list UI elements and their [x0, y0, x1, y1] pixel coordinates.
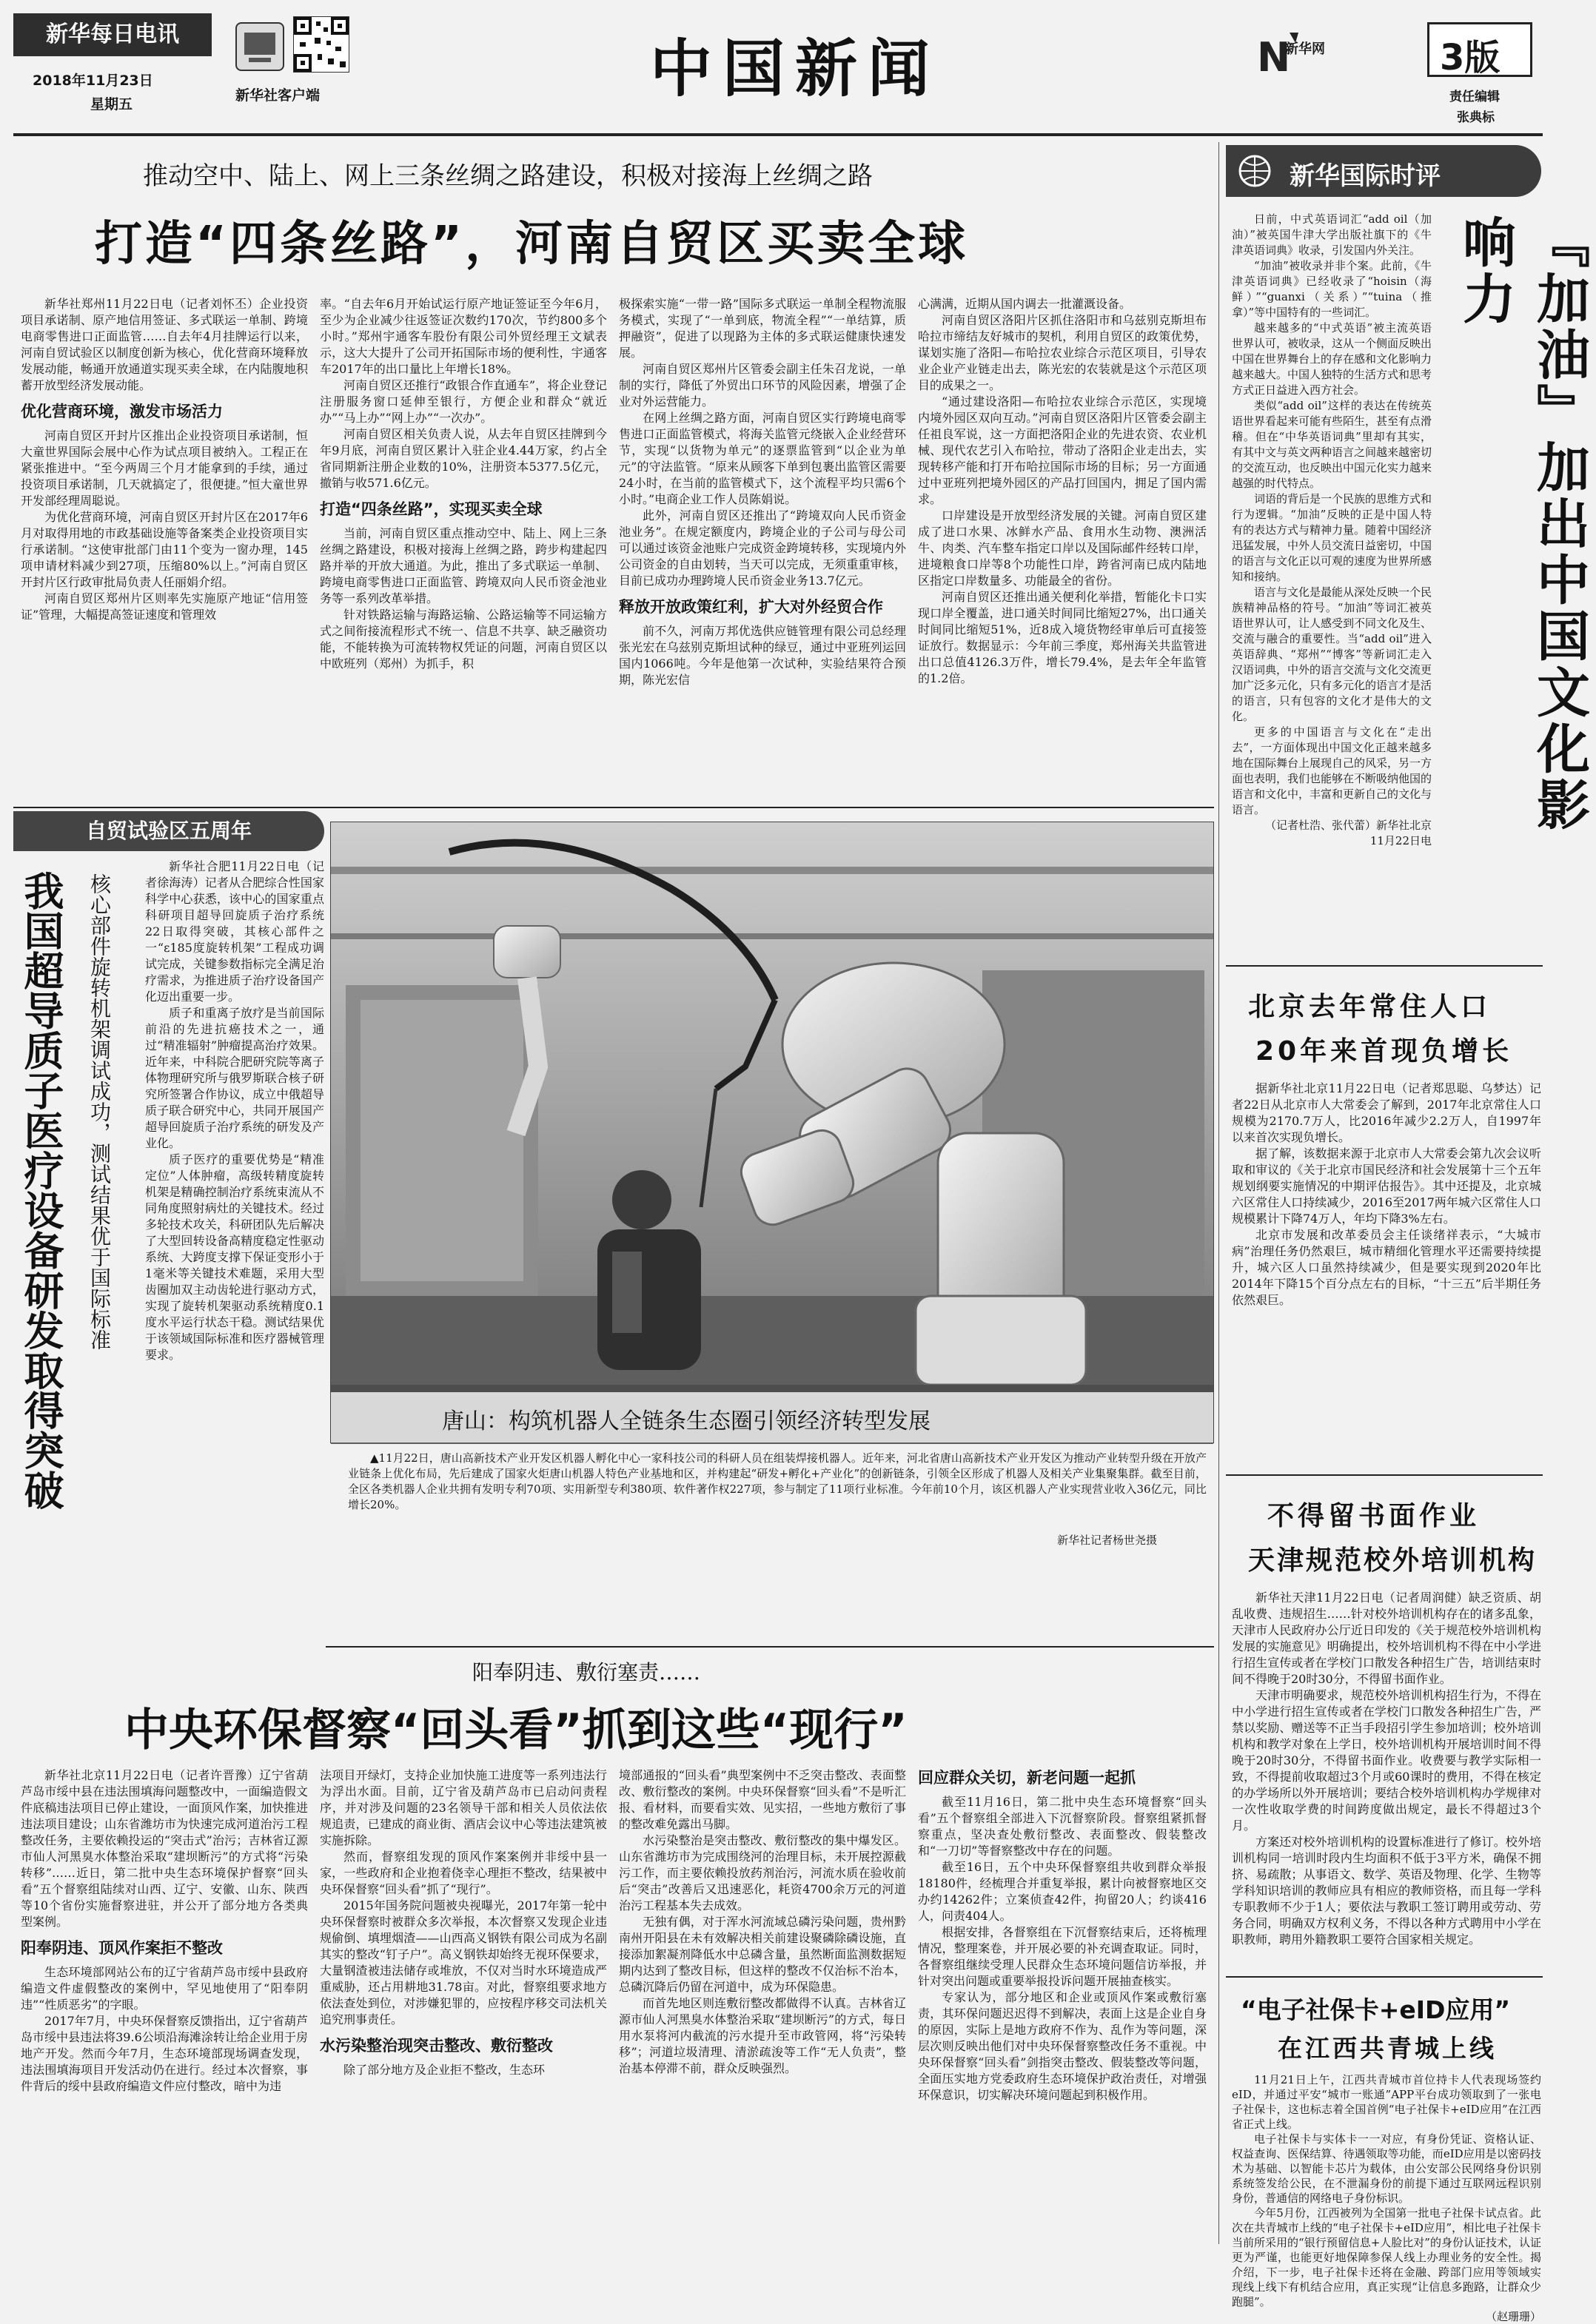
inspection-col-1: [21, 1767, 308, 2246]
main-col-4: [918, 296, 1207, 807]
superconductor-subtitle: 核心部件旋转机架调试成功，测试结果优于国际标准: [87, 873, 112, 1350]
main-kicker: 推动空中、陆上、网上三条丝绸之路建设，积极对接海上丝绸之路: [143, 161, 873, 191]
main-col1-p1: 新华社郑州11月22日电（记者刘怀丕）企业投资项目承诺制、原产地信用签证、多式联运一单制、跨境电商零售进口正面监管……自去年4月挂牌运行以来，河南自贸试验区以制度创新为核心，优化营商环境释放发展动能，畅通开放通道实现买卖全球，在内陆腹地积蓄开放型经济发展动能。: [21, 297, 308, 392]
left-block-top-rule: [13, 807, 1214, 808]
superconductor-p1: 新华社合肥11月22日电（记者徐海涛）记者从合肥综合性国家科学中心获悉，该中心的国家重点科研项目超导回旋质子治疗系统22日取得突破，其核心部件之一“ε185度旋转机架”工程成功调试完成，关键参数指标完全满足治疗需求，为推进质子治疗设备国产化迈出重要一步。: [145, 859, 324, 1004]
news-logo-text: 新华网: [1285, 41, 1325, 57]
issue-date: 2018年11月23日: [33, 73, 153, 89]
main-col-2: [320, 296, 607, 807]
commentary-p7: 更多的中国语言与文化在“走出去”，一方面体现出中国文化正越来越多地在国际舞台上展现自己的风采，另一方面也表明，我们也能够在不断吸纳他国的语言和文化中，丰富和更新自己的文化与语言。: [1232, 725, 1432, 816]
socialcard-p2: 电子社保卡与实体卡一一对应，有身份凭证、资格认证、权益查询、医保结算、待遇领取等功能，而eID应用是以密码技术为基础、以智能卡芯片为载体，由公安部公民网络身份识别系统签发给公民，在不泄漏身份的前提下通过互联网远程识别身份，普通信的网络电子身份标识。: [1232, 2132, 1541, 2205]
inspection-col2-p2: 然而，督察组发现的顶风作案案例并非绥中县一家，一些政府和企业抱着侥幸心理拒不整改，结果被中央环保督察“回头看”抓了“现行”。: [320, 1850, 607, 1896]
photo-caption-text: [348, 1451, 1207, 1529]
inspection-col4-p2: 截至16日，五个中央环保督察组共收到群众举报18180件，经梳理合并重复举报，累计向被督察地区交办约14262件；立案侦查42件，拘留20人；约谈416人，问责404人。: [918, 1860, 1207, 1923]
superconductor-article: [13, 811, 324, 1648]
inspection-col3-p4: 而首先地区则连敷衍整改都做得不认真。吉林省辽源市仙人河黑臭水体整治采取“建坝断污”的方式，每日用水泵将河内截流的污水提升至市政管网，将“污染转移”；河道垃圾清理、清淤疏浚等工作“无人负责”，整治基本停滞不前，群众反映强烈。: [619, 1996, 906, 2075]
page-number-box: [1427, 22, 1532, 77]
editor-label: 责任编辑: [1449, 90, 1500, 104]
socialcard-p4: （赵珊珊）: [1485, 2310, 1541, 2323]
main-col-1: [21, 296, 308, 807]
tianjin-p3: 方案还对校外培训机构的设置标准进行了修订。校外培训机构同一培训时段内生均面积不低于3平方米，确保不拥挤、易疏散；从事语文、数学、英语及物理、化学、生物等学科知识培训的教师应具有相应的教师资格，而且每一学科专职教师不少于1人；要依法与教职工签订聘用或劳动、劳务合同，明确双方权利义务，不得以各种方式聘用中小学在职教师，聘用外籍教职工要符合国家相关规定。: [1232, 1835, 1541, 1947]
superconductor-p3: 质子医疗的重要优势是“精准定位”人体肿瘤，高级转精度旋转机架是精确控制治疗系统束流从不同角度照射病灶的关键技术。经过多轮技术攻关，科研团队先后解决了大型回转设备高精度稳定性驱动系统、大跨度支撑下保证变形小于1毫米等关键技术难题，采用大型齿圈加双主动齿轮进行驱动方式，实现了旋转机架驱动系统精度0.1度水平运行状态干稳。测试结果优于该领域国际标准和医疗器械管理要求。: [145, 1152, 324, 1362]
inspection-col-2: [320, 1767, 607, 2246]
robot-photo: [330, 822, 1214, 1443]
inspection-headline: 中央环保督察“回头看”抓到这些“现行”: [124, 1705, 908, 1756]
commentary-p4: 类似“add oil”这样的表达在传统英语世界看起来可能有些陌生，甚至有点滑稽。但在“中华英语词典”里却有其实，有其中文与英文两种语言之间越来越密切的交流互动，也反映出中国元化实力越来越强的时代特点。: [1232, 399, 1432, 490]
inspection-subhead-2: 水污染整治现突击整改、敷衍整改: [320, 2037, 553, 2055]
commentary-p5: 词语的背后是一个民族的思维方式和行为逻辑。“加油”反映的正是中国人特有的表达方式与精神力量。随着中国经济迅猛发展，中外人员交流日益密切，中国的语言与文化正以可观的速度为世界所感知和接纳。: [1232, 492, 1432, 583]
editor-name: 张典标: [1457, 110, 1495, 125]
ftz-badge: [13, 811, 324, 851]
inspection-col1-p1: 新华社北京11月22日电（记者许晋豫）辽宁省葫芦岛市绥中县在违法围填海问题整改中，一面编造假文件底稿违法项目已停止建设，一面顶风作案，加快推进违法项目建设；山东省潍坊市为快速完成河道治污工程整改任务，主要依赖投运的“突击式”治污；吉林省辽源市仙人河黑臭水体整治采取“建坝断污”的方式将“污染转移”……近日，第二批中央生态环境保护督察“回头看”五个督察组陆续对山西、辽宁、安徽、山东、陕西等10个省份实施督察进驻，并公开了部分地方各类典型案例。: [21, 1768, 308, 1929]
right-column-divider: [1218, 142, 1219, 2244]
main-col2-p4: 当前，河南自贸区重点推动空中、陆上、网上三条丝绸之路建设，积极对接海上丝绸之路，跨步构建起四路并举的开放大通道。为此，推出了多式联运一单制、跨境电商零售进口正面监管、跨境双向人民币资金池业务等一系列改革举措。: [320, 526, 607, 605]
beijing-body: [1232, 1081, 1541, 1465]
socialcard-p3: 今年5月份，江西被列为全国第一批电子社保卡试点省。此次在共青城市上线的“电子社保卡+eID应用”，相比电子社保卡当前所采用的“银行预留信息+人脸比对”的身份认证技术，认证更为严谨，也能更好地保障参保人线上办理业务的安全性。揭介绍，下一步，电子社保卡还将在金融、跨部门应用等领域实现线上线下有机结合应用，真正实现“让信息多跑路，让群众少跑腿”。: [1232, 2206, 1541, 2308]
main-col3-p5: 前不久，河南万邦优选供应链管理有限公司总经理张光宏在乌兹别克斯坦试种的绿豆，通过中亚班列运回国内1066吨。今年是他第一次试种，实验结果符合预期，陈光宏信: [619, 624, 906, 687]
commentary-p6: 语言与文化是最能从深处反映一个民族精神品格的符号。“加油”等词汇被英语世界认可，让人感受到不同文化及生、交流与融合的重要性。当“add oil”进入英语辞典、“郑州”“博客”等新词汇走入汉语词典，中外的语言交流与文化交流更加广泛多元化，只有多元化的语言才是活的语言，只有包容的文化才是伟大的文化。: [1232, 585, 1432, 723]
photo-credit: 新华社记者杨世尧摄: [1057, 1534, 1158, 1547]
main-col2-p3: 河南自贸区相关负责人说，从去年自贸区挂牌到今年9月底，河南自贸区累计入驻企业4.44万家，约占全省同期新注册企业数的10%，注册资本5377.5亿元，撤销与收571.6亿元。: [320, 427, 607, 490]
inspection-col1-p3: 2017年7月，中央环保督察反馈指出，辽宁省葫芦岛市绥中县违法将39.6公顷沿海滩涂转让给企业用于房地产开发。然而今年7月，生态环境部现场调查发现，违法围填海项目开发活动仍在进行。经过本次督察，事件背后的绥中县政府编造文件应付整改，暗中为违: [21, 2014, 308, 2093]
issue-weekday: 星期五: [90, 96, 133, 112]
agency-label: 新华每日电讯: [46, 21, 179, 47]
socialcard-headline-1: “电子社保卡+eID应用”: [1241, 1995, 1511, 2024]
beijing-article: [1226, 971, 1543, 1474]
beijing-p2: 据了解，该数据来源于北京市人大常委会第九次会议听取和审议的《关于北京市国民经济和社会发展第十三个五年规划纲要实施情况的中期评估报告》。其中还提及，北京城六区常住人口持续减少，2016至2017两年城六区常住人口规模累计下降74万人，年均下降3%左右。: [1232, 1146, 1541, 1226]
inspection-col2-p1: 法项目开绿灯，支持企业加快施工进度等一系列违法行为浮出水面。目前，辽宁省及葫芦岛市已启动问责程序，并对涉及问题的23名领导干部和相关人员依法依规追责，已建成的商业街、酒店会议中心等违法建筑被实施拆除。: [320, 1768, 607, 1847]
main-col2-p2: 河南自贸区还推行“政银合作直通车”，将企业登记注册服务窗口延伸至银行，方便企业和群众“就近办”“马上办”“网上办”“一次办”。: [320, 378, 607, 425]
agency-label-box: [13, 13, 212, 56]
main-col3-p4: 此外，河南自贸区还推出了“跨境双向人民币资金池业务”。在规定额度内，跨境企业的子公司与母公司可以通过该资金池账户完成资金跨境转移，实现境内外公司资金的自由划转，当天可以完成，无须重重审核，目前已成功办理跨境人民币资金业务13.7亿元。: [619, 508, 906, 588]
client-label: 新华社客户端: [235, 87, 321, 104]
inspection-col-4: [918, 1767, 1207, 2246]
inspection-kicker: 阳奉阴违、敷衍塞责……: [472, 1660, 701, 1685]
commentary: [1226, 141, 1590, 962]
commentary-badge: [1226, 145, 1541, 197]
main-subhead-3: 释放开放政策红利，扩大对外经贸合作: [619, 598, 883, 616]
beijing-headline-2: 20年来首现负增长: [1255, 1036, 1513, 1067]
xinhua-app-icon: [235, 22, 284, 71]
main-headline: 打造“四条丝路”，河南自贸区买卖全球: [95, 217, 969, 272]
superconductor-p2: 质子和重离子放疗是当前国际前沿的先进抗癌技术之一，通过“精准辐射”肿瘤提高治疗效果。近年来，中科院合肥研究院等离子体物理研究所与俄罗斯联合核子研究所签署合作协议，成立中俄超导质子联合研究中心，共同开展国产超导回旋质子治疗系统的研发及产业化。: [145, 1006, 324, 1150]
inspection-col3-p1: 境部通报的“回头看”典型案例中不乏突击整改、表面整改、敷衍整改的案例。中央环保督察“回头看”不是听汇报、看材料，而要看实效、见实招，一些地方敷衍了事的整改难免露出马脚。: [619, 1768, 906, 1831]
main-col4-p2: 河南自贸区洛阳片区抓住洛阳市和乌兹别克斯坦布哈拉市缔结友好城市的契机，利用自贸区的政策优势，谋划实施了洛阳—布哈拉农业综合示范区项目，引导农业企业产业链走出去，陈光宏的农装就是这个示范区项目的成果之一。: [918, 313, 1207, 392]
commentary-p3: 越来越多的“中式英语”被主流英语世界认可，被收录，这从一个侧面反映出中国在世界舞台上的存在感和文化影响力越来越大。中国人独特的生活方式和思考方式正日益进入西方社会。: [1232, 321, 1432, 397]
photo-caption-body: ▲11月22日，唐山高新技术产业开发区机器人孵化中心一家科技公司的科研人员在组装焊接机器人。近年来，河北省唐山高新技术产业开发区为推动产业转型升级在开放产业链条上优化布局，先后建成了国家火炬唐山机器人特色产业基地和区，并构建起“研发+孵化+产业化”的创新链条，引领全区形成了机器人及相关产业集聚集群。截至目前，全区各类机器人企业共拥有发明专利70项、实用新型专利380项、软件著作权227项，参与制定了11项行业标准。今年前10个月，该区机器人产业实现营业收入36亿元，同比增长20%。: [348, 1451, 1207, 1511]
socialcard-top-rule: [1226, 1976, 1543, 1978]
photo-caption-title: 唐山：构筑机器人全链条生态圈引领经济转型发展: [442, 1408, 931, 1434]
inspection-subhead-4: 回应群众关切，新老问题一起抓: [918, 1769, 1136, 1787]
main-col3-p2: 河南自贸区郑州片区管委会副主任朱召龙说，一单制的实行，降低了外贸出口环节的风险因素，增强了企业对外运营能力。: [619, 362, 906, 409]
section-title: 中国新闻: [650, 33, 941, 105]
beijing-top-rule: [1226, 965, 1543, 967]
news-logo: [1254, 25, 1328, 92]
beijing-p3: 北京市发展和改革委员会主任谈绪祥表示，“大城市病”治理任务仍然艰巨，城市精细化管理水平还需要持续提升，城六区人口虽然持续减少，但是要实现到2020年比2014年下降15个百分点左右的目标，“十三五”后半期任务依然艰巨。: [1232, 1228, 1541, 1307]
inspection-top-rule: [326, 1646, 1214, 1648]
masthead-rule: [13, 133, 1543, 136]
commentary-badge-text: 新华国际时评: [1290, 161, 1441, 191]
inspection-col3-p3: 无独有偶，对于浑水河流域总磷污染问题，贵州黔南州开阳县在未有效解决相关前建设聚磷除磷设施，直接添加絮凝剂降低水中总磷含量，虽然断面监测数据短期内达到了整改目标，但这样的整改不仅治标不治本，总磷沉降后仍留在河道中，成为环保隐患。: [619, 1915, 906, 1994]
main-col2-p1: 率。“自去年6月开始试运行原产地证签证至今年6月，至少为企业减少往返签证次数约170次，节约800多个小时。”郑州宇通客车股份有限公司外贸经理王文斌表示，这大大提升了公司开拓国际市场的便利性，宇通客车2017年的出口量比上年增长18%。: [320, 297, 607, 376]
beijing-p1: 据新华社北京11月22日电（记者郑思聪、乌梦达）记者22日从北京市人大常委会了解到，2017年北京常住人口规模为2170.7万人，比2016年减少2.2万人，自1997年以来首次实现负增长。: [1232, 1081, 1541, 1144]
inspection-col2-p3: 2015年国务院问题被央视曝光，2017年第一轮中央环保督察时被群众多次举报，本次督察又发现企业违规偷倒、填埋烟渣——山西高义钢铁有限公司成为名副其实的整改“钉子户”。高义钢铁却始终无视环保要求，大量钢渣被违法储存或堆放，不仅对当时水环境造成严重威胁，还占用耕地31.78亩。对此，督察组要求地方依法查处到位，对涉嫌犯罪的，应按程序移交司法机关追究刑事责任。: [320, 1898, 607, 2026]
inspection-article: [13, 1649, 1214, 2247]
main-col4-p5: 河南自贸区还推出通关便利化举措，暂能化卡口实现口岸全覆盖，进口通关时间同比缩短27%，出口通关时间同比缩短51%，近8成入境货物经审单后可直接签证放行。数据显示：今年前三季度，郑州海关共监管进出口总值4126.3万件，增长79.4%，是去年全年监管的1.2倍。: [918, 590, 1207, 685]
main-col4-p1: 心满满，近期从国内调去一批灌溉设备。: [918, 297, 1132, 311]
globe-icon: [1238, 154, 1272, 188]
tianjin-headline-2: 天津规范校外培训机构: [1248, 1545, 1538, 1576]
commentary-p8: （记者杜浩、张代蕾）新华社北京11月22日电: [1264, 819, 1432, 847]
socialcard-body: [1232, 2072, 1541, 2323]
main-col1-p3: 为优化营商环境，河南自贸区开封片区在2017年6月对取得用地的市政基础设施等备案类企业投资项目实行承诺制。“这使审批部门由11个变为一窗办理，145项申请材料减少到27项，压缩80%以上。”河南自贸区开封片区行政审批局负责人任丽娟介绍。: [21, 510, 308, 589]
ftz-badge-text: 自贸试验区五周年: [85, 819, 252, 843]
commentary-body: [1232, 212, 1432, 959]
socialcard-headline-2: 在江西共青城上线: [1278, 2034, 1497, 2063]
beijing-headline-1: 北京去年常住人口: [1248, 992, 1492, 1022]
commentary-p1: 日前，中式英语词汇“add oil（加油）”被英国牛津大学出版社旗下的《牛津英语词典》收录，引发国内外关注。: [1232, 212, 1432, 257]
main-subhead-2: 打造“四条丝路”，实现买卖全球: [320, 500, 543, 518]
main-col2-p5: 针对铁路运输与海路运输、公路运输等不同运输方式之间衔接流程形式不统一、信息不共享、缺乏融资功能，不能转换为可流转物权凭证的问题，河南自贸区以中欧班列（郑州）为抓手，积: [320, 608, 607, 671]
masthead: [13, 7, 1543, 141]
inspection-subhead-1: 阳奉阴违、顶风作案拒不整改: [21, 1939, 223, 1957]
tianjin-p1: 新华社天津11月22日电（记者周润健）缺乏资质、胡乱收费、违规招生……针对校外培训机构存在的诸多乱象，天津市人民政府办公厅近日印发的《关于规范校外培训机构发展的实施意见》明确提出，校外培训机构不得在中小学进行招生宣传或者在学校门口散发各种招生广告，培训结束时间不得晚于20时30分，不得留书面作业。: [1232, 1591, 1541, 1686]
page-number: 3版: [1440, 37, 1501, 78]
main-subhead-1: 优化营商环境，激发市场活力: [21, 403, 223, 420]
main-col3-p3: 在网上丝绸之路方面，河南自贸区实行跨境电商零售进口正面监管模式，将海关监管元绕嵌入企业经营环节，实现“以货物为单元”的逐票监管到“以企业为单元”的守法监管。“原来从顾客下单到包裹出监管区需要24小时，在当前的监管模式下，这个流程平均只需6个小时。”电商企业工作人员陈娟说。: [619, 411, 906, 506]
superconductor-body: [145, 859, 324, 1643]
main-col1-p2: 河南自贸区开封片区推出企业投资项目承诺制，恒大童世界国际会展中心作为试点项目被纳入。工程正在紧张推进中。“至今两周三个月才能拿到的手续，通过投资项目承诺制，几天就搞定了，很便捷。”恒大童世界开发部经理周聪说。: [21, 429, 308, 508]
socialcard-article: [1226, 1981, 1543, 2323]
main-col3-p1: 极探索实施“一带一路”国际多式联运一单制全程物流服务模式，实现了“一单到底，物流全程”“一单结算，质押融资”，促进了以现路为主体的多式联运健康快速发展。: [619, 297, 906, 360]
inspection-col-3: [619, 1767, 906, 2246]
main-col4-p4: 口岸建设是开放型经济发展的关键。河南自贸区建成了进口水果、冰鲜水产品、食用水生动物、澳洲活牛、肉类、汽车整车指定口岸以及国际邮件经转口岸，进境粮食口岸等8个功能性口岸，跨省河南已成内陆地区指定口岸数量多、功能最全的省份。: [918, 508, 1207, 588]
socialcard-p1: 11月21日上午，江西共青城市首位持卡人代表现场签约eID，并通过平安“城市一账通”APP平台成功领取到了一张电子社保卡，这也标志着全国首例“电子社保卡+eID应用”在江西省正式上线。: [1232, 2073, 1541, 2131]
inspection-col3-p2: 水污染整治是突击整改、敷衍整改的集中爆发区。山东省潍坊市为完成围绕河的治理目标，未开展控源截污工作，而主要依赖投放药剂治污，河流水质在验收前后“突击”改善后又迅速恶化，耗资4700余万元的河道治污工程基本失去成效。: [619, 1833, 906, 1912]
inspection-col4-p1: 截至11月16日，第二批中央生态环境督察“回头看”五个督察组全部进入下沉督察阶段。督察组紧抓督察重点，坚决查处敷衍整改、表面整改、假装整改和“一刀切”等督察整改中存在的问题。: [918, 1795, 1207, 1858]
commentary-p2: “加油”被收录并非个案。此前，《牛津英语词典》已经收录了“hoisin（海鲜）”“guanxi（关系）”“tuina（推拿）”等中国特有的一些词汇。: [1232, 259, 1432, 319]
tianjin-p2: 天津市明确要求，规范校外培训机构招生行为，不得在中小学进行招生宣传或者在学校门口散发各种招生广告，严禁以奖励、赠送等不正当手段招引学生参加培训；校外培训机构和教学对象在上学日，校外培训机构开展培训时间不得晚于20时30分，不得留书面作业。收费要与教学实际相一致，不得提前收取超过3个月或60课时的费用，不得在核定的办学场所以外开展培训；要结合校外培训机构办学规律对一次性收取学费的时间跨度做出规定，最长不得超过3个月。: [1232, 1688, 1541, 1833]
superconductor-title: 我国超导质子医疗设备研发取得突破: [18, 870, 64, 1510]
inspection-col1-p2: 生态环境部网站公布的辽宁省葫芦岛市绥中县政府编造文件虚假整改的案例中，罕见地使用了“阳奉阴违”“性质恶劣”的字眼。: [21, 1965, 308, 2012]
qr-code-icon: [293, 16, 349, 73]
tianjin-headline-1: 不得留书面作业: [1267, 1501, 1481, 1531]
inspection-col2-p4: 除了部分地方及企业拒不整改，生态环: [343, 2063, 546, 2077]
main-col-3: [619, 296, 906, 807]
svg-text:N: N: [1257, 34, 1291, 81]
inspection-col4-p3: 根据安排，各督察组在下沉督察结束后，还将梳理情况，整理案卷，并开展必要的补充调查取证。同时，各督察组继续受理人民群众生态环境问题信访举报，并针对突出问题或重要举报投诉问题开展抽查核实。: [918, 1925, 1207, 1988]
main-article: [13, 148, 1214, 807]
robot-photo-illustration: [331, 822, 1213, 1443]
main-col4-p3: “通过建设洛阳—布哈拉农业综合示范区，实现境内境外园区双向互动。”河南自贸区洛阳片区管委会副主任祖良军说，这一方面把洛阳企业的先进农资、农业机械、现代农艺引入布哈拉，带动了洛阳企业走出去，实现转移产能和打开布哈拉国际市场的目标；另一方面通过中亚班列把境外园区的产品打回国内，拥足了国内需求。: [918, 394, 1207, 506]
photo-caption-bar: [331, 1392, 1213, 1443]
main-col1-p4: 河南自贸区郑州片区则率先实施原产地证“信用签证”管理，大幅提高签证速度和管理效: [21, 591, 308, 622]
commentary-vertical-title: 『加油』加出中国文化影响力: [1454, 215, 1590, 833]
inspection-col4-p4: 专家认为，部分地区和企业或顶风作案或敷衍塞责，其环保问题迟迟得不到解决，表面上这是企业自身的原因，实际上是地方政府不作为、乱作为等问题，深层次则反映出他们对中央环保督察整改任务不重视。中央环保督察“回头看”剑指突击整改、假装整改等问题，全面压实地方党委政府生态环境保护政治责任，对增强环保意识，切实解决环境问题起到积极作用。: [918, 1990, 1207, 2102]
tianjin-top-rule: [1226, 1474, 1543, 1476]
